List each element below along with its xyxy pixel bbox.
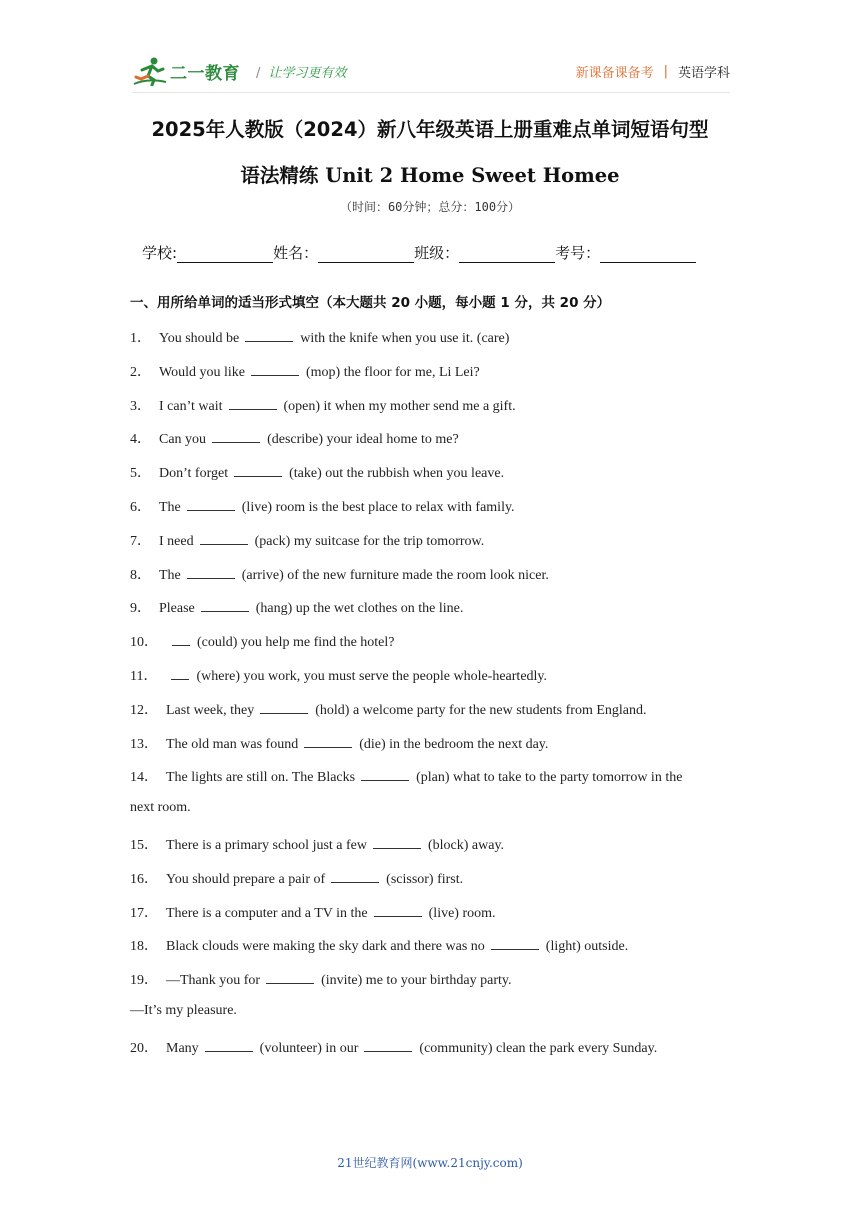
question-text-after: (scissor) first. [386,872,464,887]
slash-divider: / [256,66,261,81]
question-number: 13． [130,737,158,752]
question-text-before: You should prepare a pair of [166,872,326,887]
answer-blank[interactable] [187,567,235,579]
question-text-after: (block) away. [428,838,505,853]
question-text-after: (light) outside. [545,939,629,954]
number-blank[interactable] [600,247,696,263]
answer-blank[interactable] [200,533,248,545]
question-2 [130,361,480,381]
question-text-before: Would you like [159,365,245,380]
question-number: 16． [130,872,158,887]
slogan [256,62,346,81]
question-text-after: (invite) me to your birthday party. [321,973,512,988]
question-20 [130,1037,657,1057]
question-text-after: (take) out the rubbish when you leave. [289,466,505,481]
question-14 [130,766,682,786]
question-text-after: (live) room is the best place to relax with family. [241,500,515,515]
question-number: 12． [130,703,158,718]
question-13 [130,733,548,753]
question-number: 17． [130,906,158,921]
name-label: 姓名： [273,244,319,262]
question-number: 5． [130,466,151,481]
question-3 [130,395,516,415]
question-text-after: (pack) my suitcase for the trip tomorrow. [254,534,485,549]
question-number: 14． [130,770,158,785]
question-9 [130,597,463,617]
question-1 [130,327,509,347]
question-text-after: (hang) up the wet clothes on the line. [255,601,464,616]
question-text-after: (community) clean the park every Sunday. [419,1041,658,1056]
answer-blank[interactable] [251,364,299,376]
question-14-continuation: next room. [130,800,191,815]
question-number: 2． [130,365,151,380]
question-19-continuation: —It’s my pleasure. [130,1003,237,1018]
question-text-after: with the knife when you use it. (care) [300,331,510,346]
question-text-before: There is a computer and a TV in the [166,906,368,921]
answer-blank[interactable] [260,702,308,714]
question-text-after: (open) it when my mother send me a gift. [283,399,516,414]
question-text-before: The [159,568,181,583]
header-rule [132,92,730,93]
question-text-after: (hold) a welcome party for the new students from England. [315,703,647,718]
page-title-line2: 语法精练 Unit 2 Home Sweet Homee [240,164,620,187]
answer-blank[interactable] [331,871,379,883]
student-info-row [142,242,696,263]
name-field[interactable] [273,242,414,263]
logo-text: 二一教育 [170,63,240,84]
question-text-before: —Thank you for [166,973,261,988]
question-text-before: The [159,500,181,515]
question-number: 6． [130,500,151,515]
question-8 [130,564,549,584]
question-text-after: (could) you help me find the hotel? [197,635,395,650]
section-title: 一、用所给单词的适当形式填空（本大题共 20 小题，每小题 1 分，共 20 分） [130,295,611,311]
page-footer[interactable]: 21世纪教育网(www.21cnjy.com) [337,1156,523,1170]
exam-time-score: （时间：60分钟；总分：100分） [339,200,521,214]
question-15 [130,834,504,854]
question-number: 19． [130,973,158,988]
question-number: 3． [130,399,151,414]
question-19 [130,969,511,989]
question-number: 15． [130,838,158,853]
subject-label: 英语学科 [677,66,730,81]
question-text-after: (die) in the bedroom the next day. [359,737,549,752]
question-number: 7． [130,534,151,549]
question-number: 10． [130,635,158,650]
question-11 [130,665,547,685]
question-7 [130,530,484,550]
question-text-before: The old man was found [166,737,299,752]
question-number: 1． [130,331,151,346]
answer-blank[interactable] [491,938,539,950]
header-right [576,62,730,81]
question-16 [130,868,463,888]
page-title-line1: 2025年人教版（2024）新八年级英语上册重难点单词短语句型 [151,118,709,141]
answer-blank[interactable] [201,600,249,612]
runner-logo-icon [132,56,168,86]
answer-blank[interactable] [229,398,277,410]
question-text-before: There is a primary school just a few [166,838,367,853]
question-18 [130,935,628,955]
question-text-after: (arrive) of the new furniture made the room look nicer. [241,568,549,583]
answer-blank[interactable] [373,837,421,849]
question-text-before: Don’t forget [159,466,229,481]
question-17 [130,902,496,922]
class-blank[interactable] [459,247,555,263]
question-text-after: (live) room. [428,906,496,921]
tagline: 新课备课备考 [575,66,654,81]
answer-blank[interactable] [266,972,314,984]
question-5 [130,462,504,482]
answer-blank[interactable] [171,668,189,680]
answer-blank[interactable] [187,499,235,511]
question-text-before: The lights are still on. The Blacks [166,770,356,785]
question-text-after: (mop) the floor for me, Li Lei? [305,365,480,380]
answer-blank[interactable] [304,736,352,748]
question-number: 4． [130,432,151,447]
question-number: 20． [130,1041,158,1056]
question-text-before: You should be [159,331,240,346]
answer-blank[interactable] [364,1040,412,1052]
question-6 [130,496,515,516]
question-text-after: (where) you work, you must serve the people whole-heartedly. [196,669,548,684]
class-label: 班级： [414,244,460,262]
question-text-after: (plan) what to take to the party tomorrow in the [416,770,683,785]
question-4 [130,428,459,448]
question-text-before: Black clouds were making the sky dark and there was no [166,939,485,954]
question-text-before: I can’t wait [159,399,223,414]
answer-blank[interactable] [212,431,260,443]
answer-blank[interactable] [234,465,282,477]
question-number: 18． [130,939,158,954]
slogan-text: 让学习更有效 [268,66,347,81]
name-blank[interactable] [318,247,414,263]
question-number: 8． [130,568,151,583]
answer-blank[interactable] [374,905,422,917]
number-label: 考号： [555,244,601,262]
number-field[interactable] [555,242,696,263]
school-blank[interactable] [177,247,273,263]
question-text-before: Can you [159,432,207,447]
question-text-after: (describe) your ideal home to me? [267,432,459,447]
question-text-before: Last week, they [166,703,255,718]
question-text-before: I need [159,534,194,549]
class-field[interactable] [414,242,555,263]
school-field[interactable] [142,242,273,263]
brand-logo [132,56,240,86]
answer-blank[interactable] [361,769,409,781]
header-separator: | [663,64,668,79]
question-text-middle: (volunteer) in our [259,1041,359,1056]
school-label: 学校: [142,244,178,262]
question-12 [130,699,647,719]
answer-blank[interactable] [205,1040,253,1052]
question-text-before: Many [166,1041,199,1056]
question-number: 11． [130,669,158,684]
answer-blank[interactable] [245,330,293,342]
question-10 [130,631,395,651]
question-number: 9． [130,601,151,616]
answer-blank[interactable] [172,634,190,646]
question-text-before: Please [159,601,195,616]
page-header [132,56,730,92]
